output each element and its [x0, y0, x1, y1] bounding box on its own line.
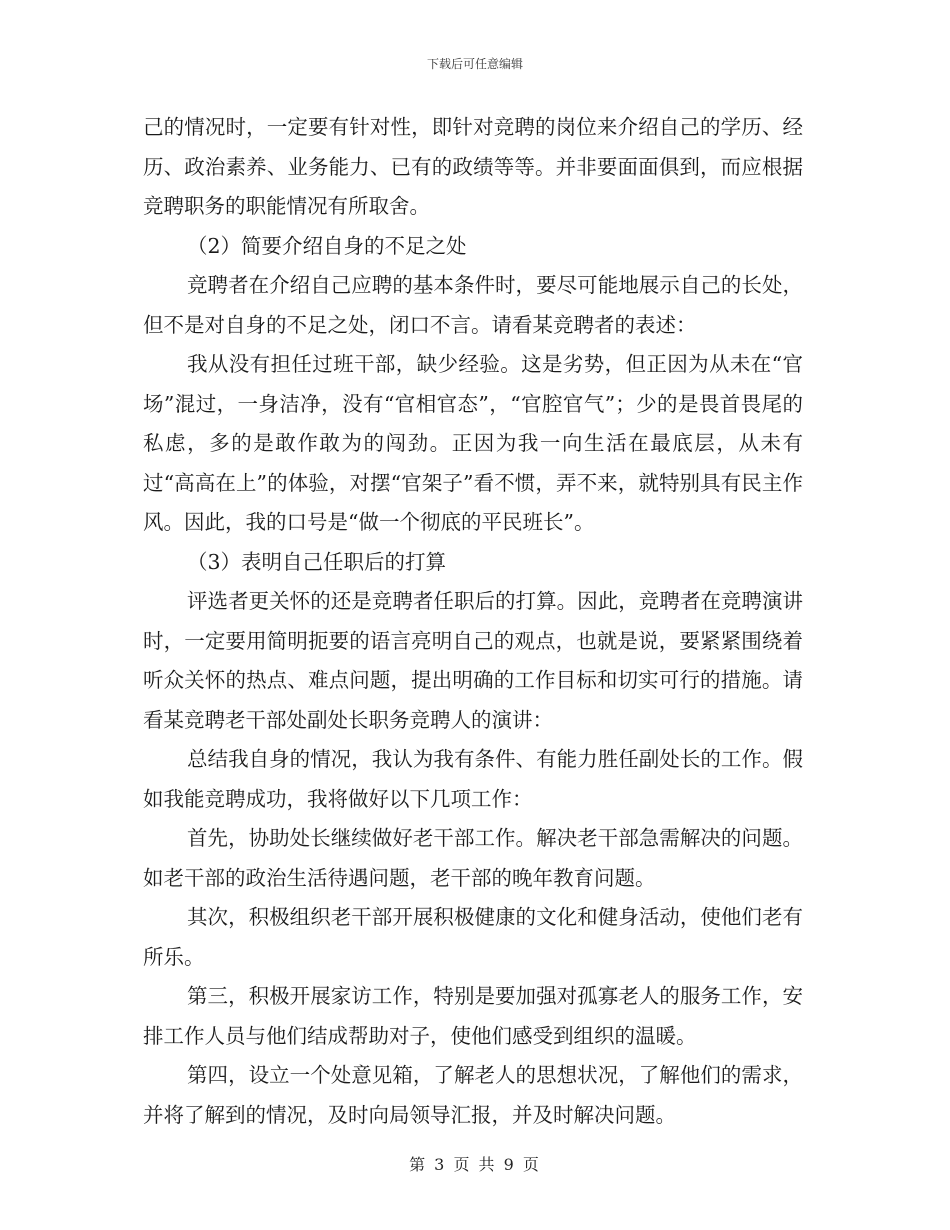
list-item-third: 第三，积极开展家访工作，特别是要加强对孤寡老人的服务工作，安排工作人员与他们结成帮助对子，使他们感受到组织的温暖。: [143, 984, 803, 1048]
page-number: 第 3 页 共 9 页: [409, 1155, 541, 1174]
paragraph-3: 评选者更关怀的还是竞聘者任职后的打算。因此，竞聘者在竞聘演讲时，一定要用简明扼要的语言亮明自己的观点，也就是说，要紧紧围绕着听众关怀的热点、难点问题，提出明确的工作目标和切实可行的措施。请看某竞聘老干部处副处长职务竞聘人的演讲：: [143, 589, 803, 732]
section-heading-3: （3）表明自己任职后的打算: [187, 549, 447, 574]
paragraph-1: 己的情况时，一定要有针对性，即针对竞聘的岗位来介绍自己的学历、经历、政治素养、业务能力、已有的政绩等等。并非要面面俱到，而应根据竞聘职务的职能情况有所取舍。: [143, 115, 803, 218]
list-item-fourth: 第四，设立一个处意见箱，了解老人的思想状况，了解他们的需求，并将了解到的情况，及时向局领导汇报，并及时解决问题。: [143, 1063, 803, 1127]
quote-paragraph-1: 我从没有担任过班干部，缺少经验。这是劣势，但正因为从未在“官场”混过，一身洁净，没有“官相官态”，“官腔官气”；少的是畏首畏尾的私虑，多的是敢作敢为的闯劲。正因为我一向生活在最底层，从未有过“高高在上”的体验，对摆“官架子”看不惯，弄不来，就特别具有民主作风。因此，我的口号是“做一个彻底的平民班长”。: [143, 352, 803, 534]
section-heading-2: （2）简要介绍自身的不足之处: [187, 233, 467, 258]
list-item-second: 其次，积极组织老干部开展积极健康的文化和健身活动，使他们老有所乐。: [143, 905, 803, 969]
document-body: [143, 108, 803, 1135]
list-item-first: 首先，协助处长继续做好老干部工作。解决老干部急需解决的问题。如老干部的政治生活待遇问题，老干部的晚年教育问题。: [143, 826, 803, 890]
page-header: 下载后可任意编辑: [426, 57, 523, 71]
quote-paragraph-2: 总结我自身的情况，我认为我有条件、有能力胜任副处长的工作。假如我能竞聘成功，我将做好以下几项工作：: [143, 747, 803, 811]
paragraph-2: 竞聘者在介绍自己应聘的基本条件时，要尽可能地展示自己的长处，但不是对自身的不足之处，闭口不言。请看某竞聘者的表述：: [143, 273, 803, 337]
